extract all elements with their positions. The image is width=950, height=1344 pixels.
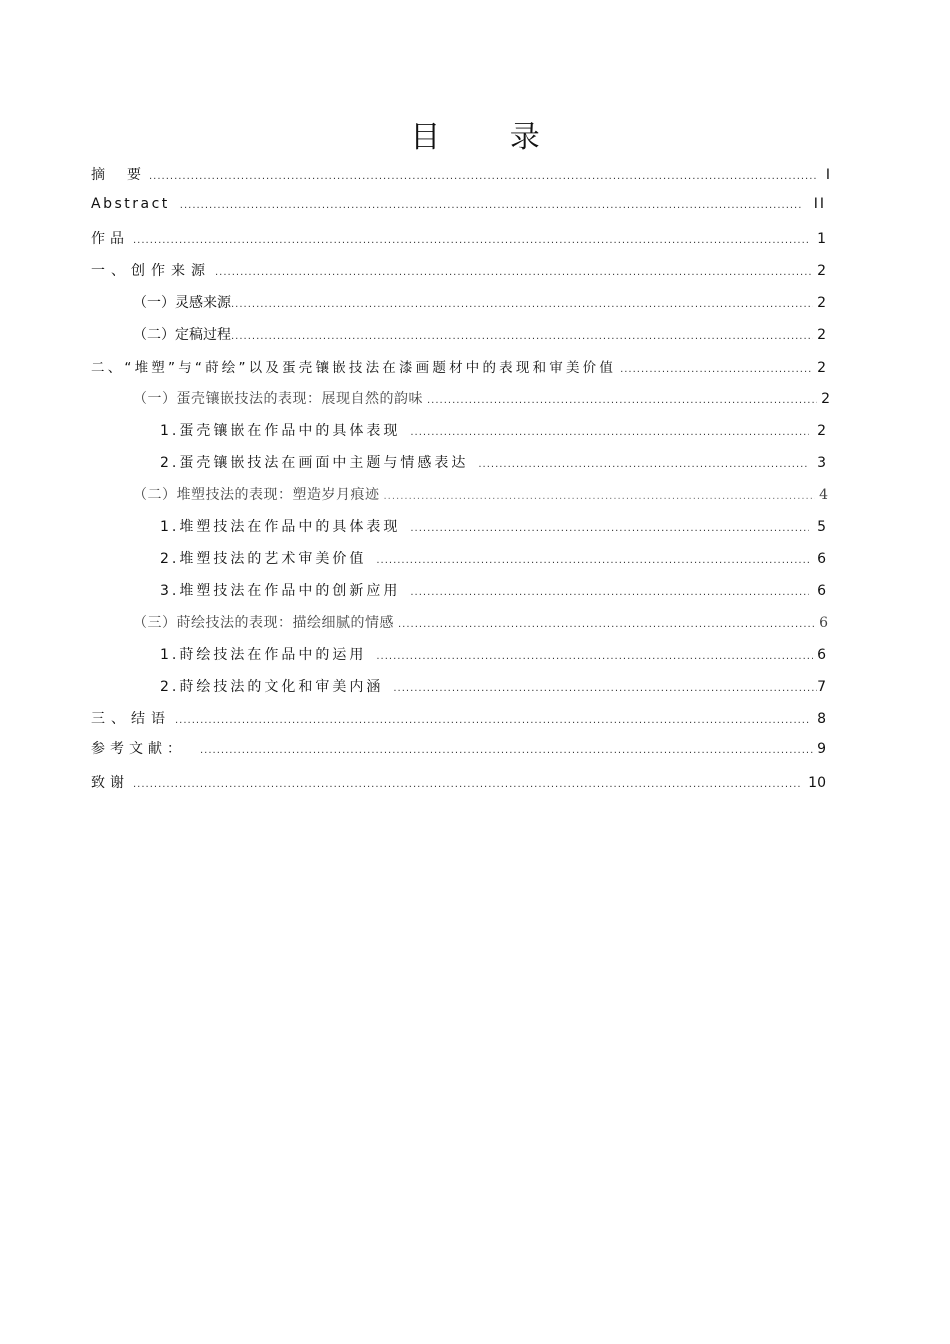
toc-entry-section-2-2-1[interactable] — [160, 516, 826, 536]
toc-leader-dots — [149, 171, 818, 182]
toc-entry-page: 5 — [817, 519, 826, 535]
toc-entry-label: 参考文献： — [91, 741, 186, 757]
toc-entry-label: 3.堆塑技法在作品中的创新应用 — [160, 583, 401, 599]
toc-leader-dots — [175, 715, 809, 726]
toc-entry-page: 3 — [817, 455, 826, 471]
toc-entry-page: 2 — [817, 295, 826, 311]
toc-entry-section-2-3-1[interactable] — [160, 644, 826, 664]
toc-entry-page: II — [813, 196, 826, 212]
toc-entry-label: 1.堆塑技法在作品中的具体表现 — [160, 519, 401, 535]
toc-entry-section-2-1-1[interactable] — [160, 420, 826, 440]
toc-entry-page: 2 — [817, 423, 826, 439]
toc-entry-section-2-2-3[interactable] — [160, 580, 826, 600]
toc-entry-page: I — [825, 167, 830, 183]
toc-entry-section-2-3-2[interactable] — [160, 676, 826, 696]
toc-leader-dots — [180, 200, 802, 211]
toc-leader-dots — [376, 555, 809, 566]
toc-leader-dots — [231, 299, 813, 310]
toc-entry-page: 6 — [817, 583, 826, 599]
toc-entry-abstract-cn[interactable] — [91, 164, 830, 184]
toc-entry-page: 8 — [817, 711, 826, 727]
toc-entry-label: 摘 要 — [91, 167, 145, 183]
toc-entry-section-3[interactable] — [91, 708, 826, 728]
toc-entry-label: （二）堆塑技法的表现：塑造岁月痕迹 — [133, 487, 380, 503]
toc-entry-section-2-1[interactable] — [133, 388, 830, 408]
toc-leader-dots — [410, 523, 809, 534]
toc-entry-section-2[interactable] — [91, 356, 826, 376]
toc-leader-dots — [215, 267, 813, 278]
toc-entry-page: 7 — [817, 679, 826, 695]
toc-entry-page: 1 — [817, 231, 826, 247]
toc-entry-section-2-3[interactable] — [133, 612, 828, 632]
toc-entry-section-1[interactable] — [91, 260, 826, 280]
toc-entry-section-2-1-2[interactable] — [160, 452, 826, 472]
toc-leader-dots — [410, 427, 809, 438]
toc-leader-dots — [427, 395, 817, 406]
toc-entry-label: 三、结语 — [91, 711, 171, 727]
toc-leader-dots — [478, 459, 809, 470]
toc-leader-dots — [133, 235, 809, 246]
toc-entry-acknowledgements[interactable] — [91, 772, 826, 792]
toc-entry-page: 2 — [821, 391, 830, 407]
page-title: 目 录 — [410, 120, 570, 155]
toc-leader-dots — [200, 745, 815, 756]
toc-entry-section-1-2[interactable] — [133, 324, 826, 344]
toc-entry-page: 6 — [819, 615, 828, 631]
toc-entry-label: 2.莳绘技法的文化和审美内涵 — [160, 679, 384, 695]
toc-leader-dots — [231, 331, 813, 342]
toc-entry-label: 二、“堆塑”与“莳绘”以及蛋壳镶嵌技法在漆画题材中的表现和审美价值 — [91, 360, 617, 376]
toc-entry-page: 10 — [808, 775, 826, 791]
toc-leader-dots — [393, 683, 817, 694]
toc-entry-label: 2.堆塑技法的艺术审美价值 — [160, 551, 367, 567]
toc-entry-section-2-2-2[interactable] — [160, 548, 826, 568]
toc-leader-dots — [384, 491, 816, 502]
toc-entry-section-1-1[interactable] — [133, 292, 826, 312]
toc-leader-dots — [410, 587, 809, 598]
toc-entry-label: Abstract — [91, 196, 170, 212]
toc-entry-abstract-en[interactable] — [91, 196, 826, 212]
toc-entry-works[interactable] — [91, 228, 826, 248]
toc-entry-page: 6 — [817, 551, 826, 567]
toc-entry-label: 作品 — [91, 231, 129, 247]
toc-entry-page: 9 — [817, 741, 826, 757]
toc-leader-dots — [620, 364, 813, 375]
toc-leader-dots — [398, 619, 815, 630]
toc-entry-label: 1.蛋壳镶嵌在作品中的具体表现 — [160, 423, 401, 439]
toc-entry-page: 2 — [817, 327, 826, 343]
toc-entry-section-2-2[interactable] — [133, 484, 828, 504]
toc-entry-page: 2 — [817, 263, 826, 279]
toc-leader-dots — [376, 651, 813, 662]
toc-leader-dots — [133, 779, 800, 790]
toc-entry-label: 致谢 — [91, 775, 129, 791]
toc-entry-label: （三）莳绘技法的表现：描绘细腻的情感 — [133, 615, 394, 631]
toc-entry-label: 一、创作来源 — [91, 263, 211, 279]
toc-entry-page: 6 — [817, 647, 826, 663]
toc-entry-label: （一）蛋壳镶嵌技法的表现：展现自然的韵味 — [133, 391, 423, 407]
toc-entry-label: （一）灵感来源 — [133, 295, 231, 311]
toc-entry-references[interactable] — [91, 738, 826, 758]
toc-entry-page: 2 — [817, 360, 826, 376]
toc-entry-page: 4 — [819, 487, 828, 503]
toc-entry-label: （二）定稿过程 — [133, 327, 231, 343]
toc-entry-label: 2.蛋壳镶嵌技法在画面中主题与情感表达 — [160, 455, 469, 471]
toc-entry-label: 1.莳绘技法在作品中的运用 — [160, 647, 367, 663]
